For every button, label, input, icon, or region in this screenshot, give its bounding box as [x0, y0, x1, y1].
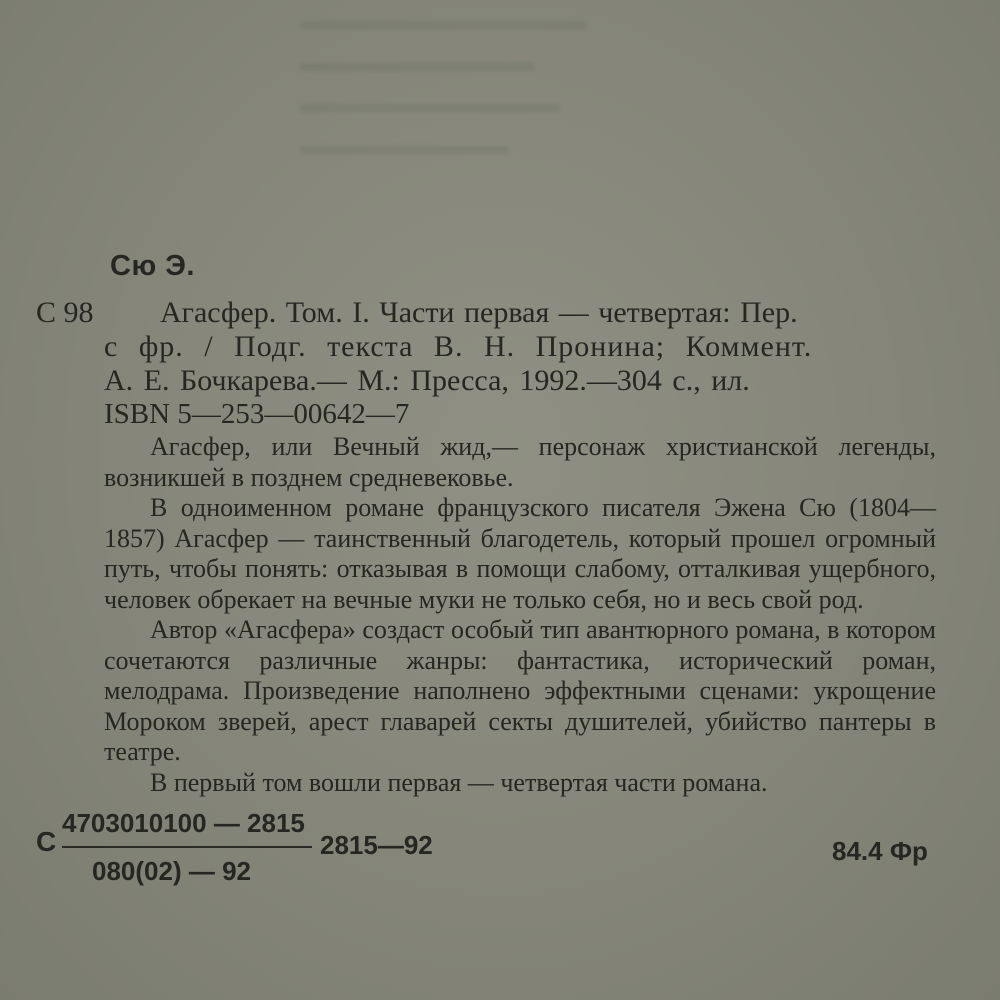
- classification-letter: С: [36, 826, 57, 857]
- annotation-paragraph-4: В первый том вошли первая — четвертая части романа.: [150, 767, 768, 797]
- annotation-paragraph-3: Автор «Агасфера» создаст особый тип авантюрного романа, в котором сочетаются различные жанры: фантастика, исторический роман, мелодрама. Произведение наполнено эффектными сценами: укрощение Мороком зверей, арест главарей секты душителей, убийство пантеры в театре.: [104, 615, 936, 766]
- author-header: Сю Э.: [110, 250, 195, 282]
- isbn-number: ISBN 5—253—00642—7: [104, 398, 410, 430]
- annotation-paragraph-1: Агасфер, или Вечный жид,— персонаж христианской легенды, возникшей в позднем средневековье.: [104, 432, 936, 492]
- fraction-line: [62, 846, 312, 848]
- bibliographic-line-1: Агасфер. Том. I. Части первая — четвертая: Пер.: [160, 296, 798, 329]
- catalog-code: С 98: [36, 296, 94, 329]
- bleed-through-text: ▬▬▬▬▬▬▬▬▬▬▬ ▬▬▬▬▬▬▬▬▬ ▬▬▬▬▬▬▬▬▬▬ ▬▬▬▬▬▬▬▬: [300, 6, 586, 160]
- bibliographic-line-3: А. Е. Бочкарева.— М.: Пресса, 1992.—304 с., ил.: [104, 364, 750, 397]
- classification-middle-code: 2815—92: [320, 830, 433, 860]
- bbk-code: 84.4 Фр: [832, 836, 928, 866]
- annotation-paragraph-2: В одноименном романе французского писателя Эжена Сю (1804—1857) Агасфер — таинственный благодетель, который прошел огромный путь, чтобы понять: отказывая в помощи слабому, отталкивая ущербного, человек обрекает на вечные муки не только себя, но и весь свой род.: [104, 493, 936, 614]
- bibliographic-line-2: с фр. / Подг. текста В. Н. Пронина; Коммент.: [104, 330, 813, 363]
- classification-numerator: 4703010100 — 2815: [62, 808, 305, 838]
- classification-denominator: 080(02) — 92: [92, 856, 251, 886]
- annotation-text: [104, 432, 936, 798]
